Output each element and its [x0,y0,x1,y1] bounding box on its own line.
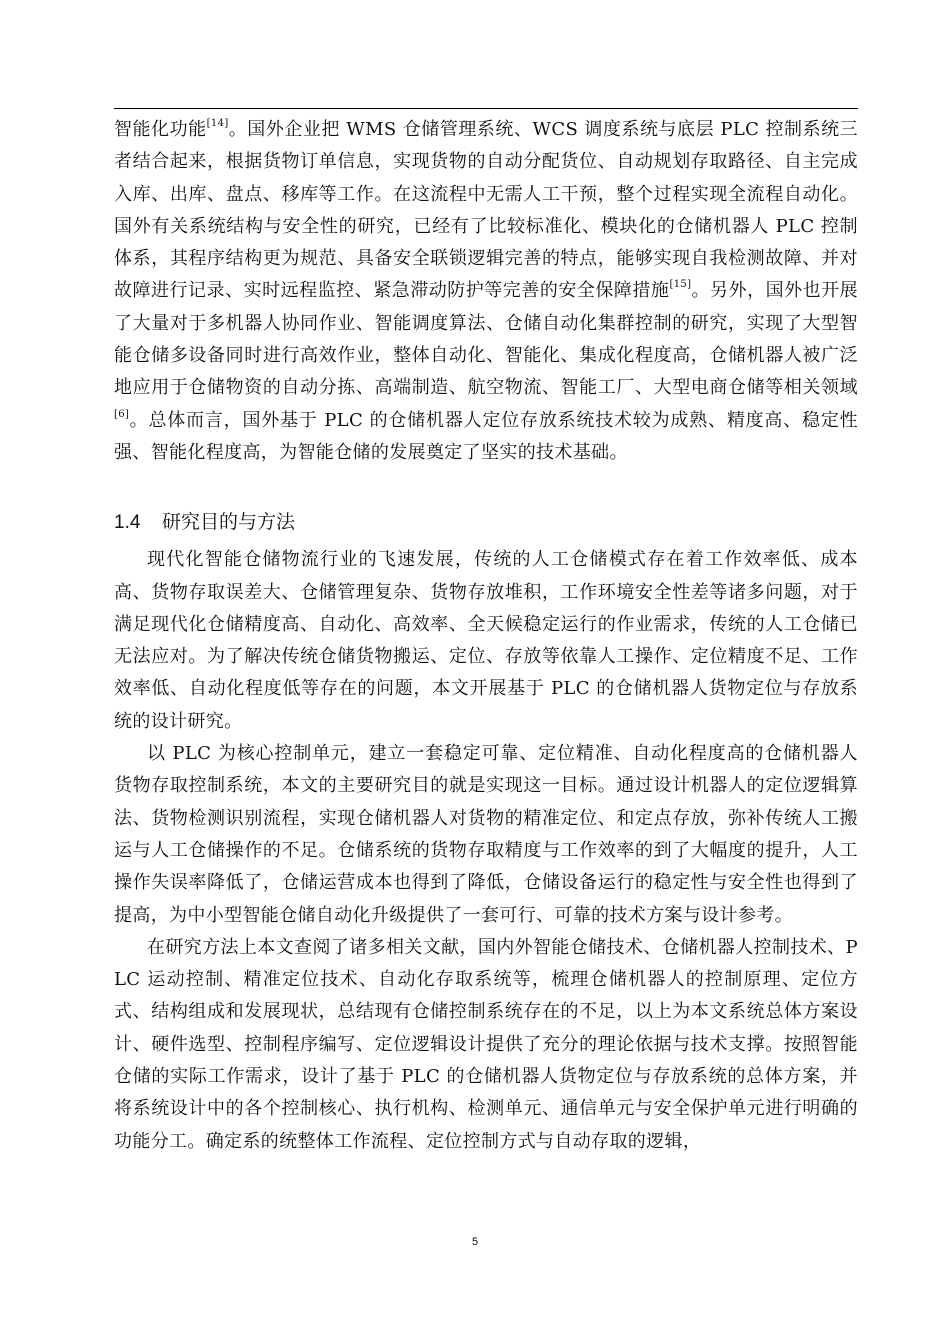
paragraph-text: 智能化功能 [114,119,207,140]
paragraph-research-method: 在研究方法上本文查阅了诸多相关文献，国内外智能仓储技术、仓储机器人控制技术、PLC 运动控制、精准定位技术、自动化存取系统等，梳理仓储机器人的控制原理、定位方式、结构组成和发展现状，总结现有仓储控制系统存在的不足，以上为本文系统总体方案设计、硬件选型、控制程序编写、定位逻辑设计提供了充分的理论依据与技术支撑。按照智能仓储的实际工作需求，设计了基于 PLC 的仓储机器人货物定位与存放系统的总体方案，并将系统设计中的各个控制核心、执行机构、检测单元、通信单元与安全保护单元进行明确的功能分工。确定系的统整体工作流程、定位控制方式与自动存取的逻辑， [114,936,858,1152]
paragraph-research-purpose: 以 PLC 为核心控制单元，建立一套稳定可靠、定位精准、自动化程度高的仓储机器人货物存取控制系统，本文的主要研究目的就是实现这一目标。通过设计机器人的定位逻辑算法、货物检测识别流程，实现仓储机器人对货物的精准定位、和定点存放，弥补传统人工搬运与人工仓储操作的不足。仓储系统的货物存取精度与工作效率的到了大幅度的提升，人工操作失误率降低了，仓储运营成本也得到了降低，仓储设备运行的稳定性与安全性也得到了提高，为中小型智能仓储自动化升级提供了一套可行、可靠的技术方案与设计参考。 [114,743,858,926]
paragraph-continued [114,114,858,469]
citation-reference: [15] [669,279,692,291]
page-body [114,114,858,1158]
page-number: 5 [471,1236,479,1248]
paragraph-text: 。国外企业把 WMS 仓储管理系统、WCS 调度系统与底层 PLC 控制系统三者结合起来，根据货物订单信息，实现货物的自动分配货位、自动规划存取路径、自主完成入库、出库、盘点、移库等工作。在这流程中无需人工干预，整个过程实现全流程自动化。国外有关系统结构与安全性的研究，已经有了比较标准化、模块化的仓储机器人 PLC 控制体系，其程序结构更为规范、具备安全联锁逻辑完善的特点，能够实现自我检测故障、并对故障进行记录、实时远程监控、紧急滞动防护等完善的安全保障措施 [114,119,858,302]
paragraph-text: 。总体而言，国外基于 PLC 的仓储机器人定位存放系统技术较为成熟、精度高、稳定性强、智能化程度高，为智能仓储的发展奠定了坚实的技术基础。 [114,409,858,463]
citation-reference: [6] [114,408,130,420]
citation-reference: [14] [206,118,229,129]
header-rule [114,108,858,109]
section-title: 研究目的与方法 [162,511,296,534]
paragraph-text: 。另外，国外也开展了大量对于多机器人协同作业、智能调度算法、仓储自动化集群控制的研究，实现了大型智能仓储多设备同时进行高效作业，整体自动化、智能化、集成化程度高，仓储机器人被广泛地应用于仓储物资的自动分拣、高端制造、航空物流、智能工厂、大型电商仓储等相关领域 [114,280,859,399]
paragraph-research-background: 现代化智能仓储物流行业的飞速发展，传统的人工仓储模式存在着工作效率低、成本高、货物存取误差大、仓储管理复杂、货物存放堆积，工作环境安全性差等诸多问题，对于满足现代化仓储精度高、自动化、高效率、全天候稳定运行的作业需求，传统的人工仓储已无法应对。为了解决传统仓储货物搬运、定位、存放等依靠人工操作、定位精度不足、工作效率低、自动化程度低等存在的问题，本文开展基于 PLC 的仓储机器人货物定位与存放系统的设计研究。 [114,549,858,732]
section-heading [114,507,858,538]
section-number: 1.4 [114,512,141,534]
